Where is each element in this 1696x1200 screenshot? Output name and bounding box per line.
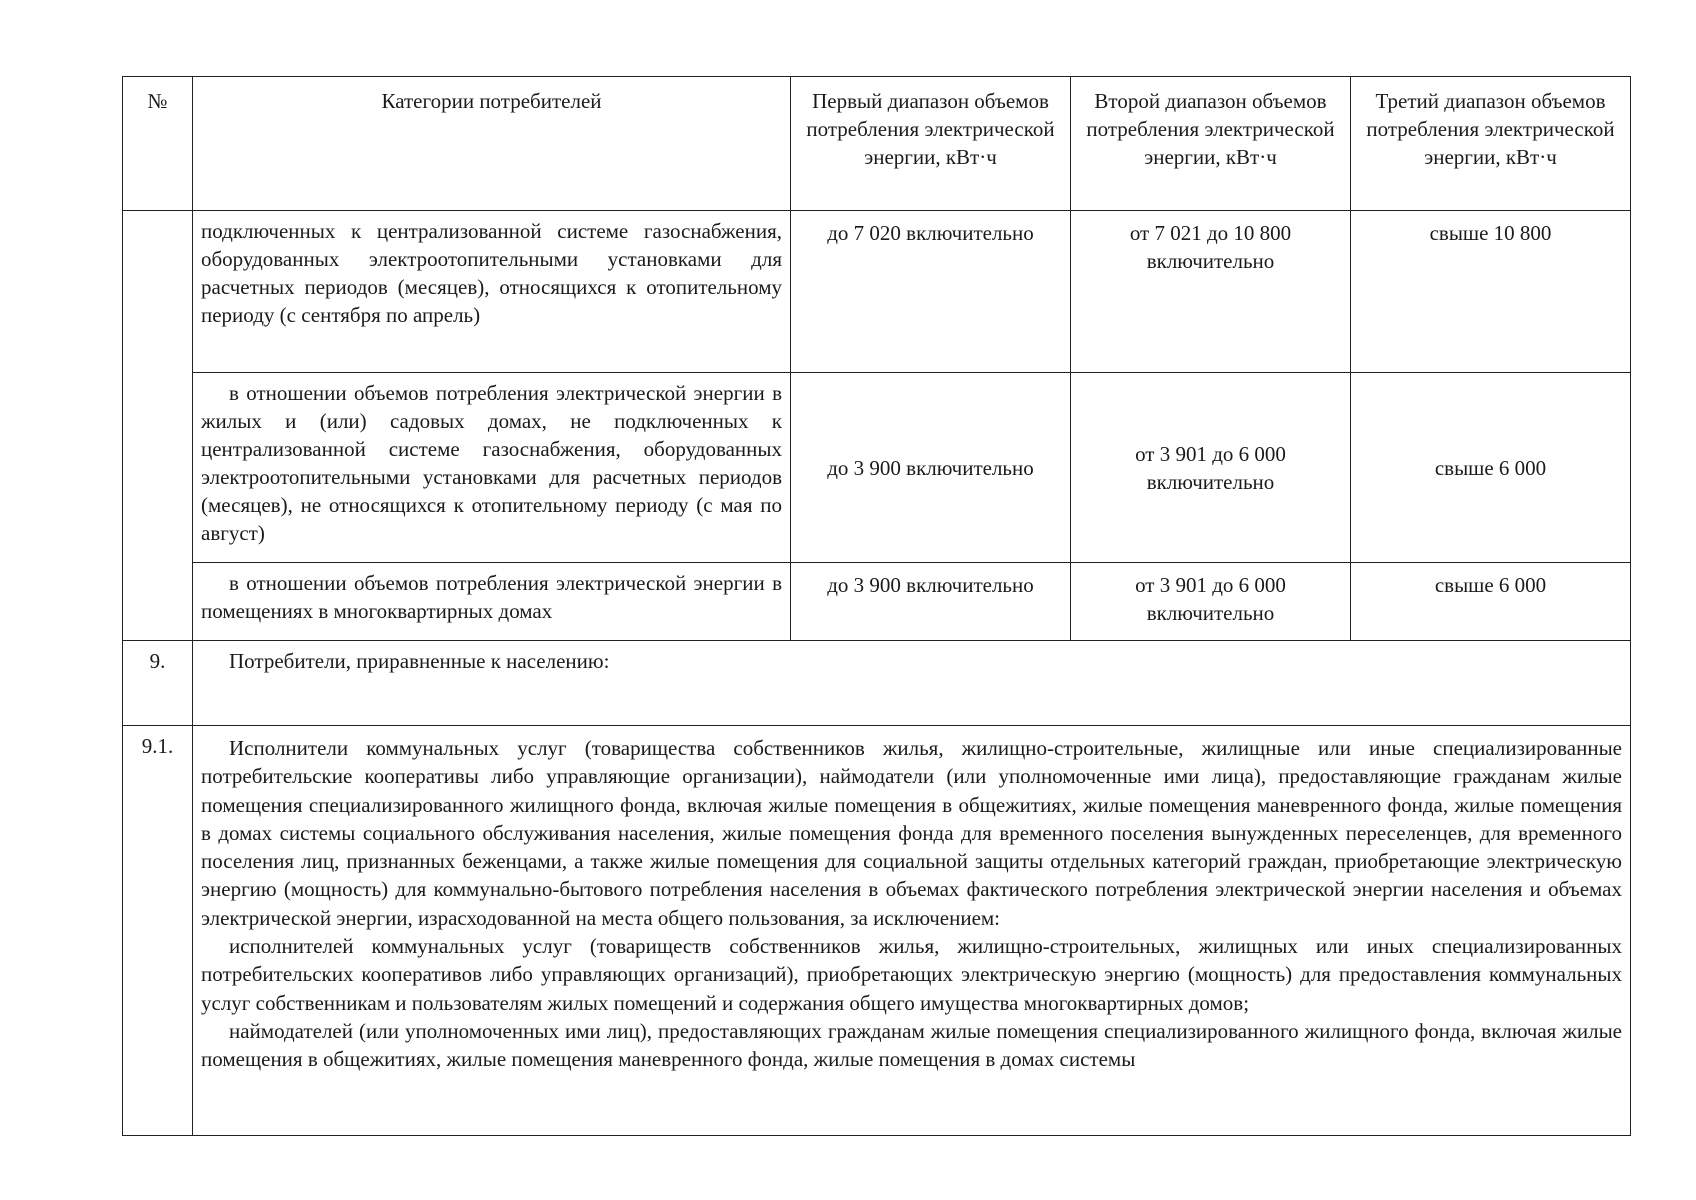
tariff-table xyxy=(122,76,1631,1136)
num-cell-empty xyxy=(123,211,193,641)
paragraph: Исполнители коммунальных услуг (товарищества собственников жилья, жилищно-строительные, жилищные или иные специализированные потребительские кооперативы либо управляющие организации), наймодатели (или уполномоченные ими лица), предоставляющие гражданам жилые помещения специализированного жилищного фонда, включая жилые помещения в общежитиях, жилые помещения маневренного фонда, жилые помещения в домах системы социального обслуживания населения, жилые помещения фонда для временного поселения вынужденных переселенцев, для временного поселения лиц, признанных беженцами, а также жилые помещения для социальной защиты отдельных категорий граждан, приобретающие электрическую энергию (мощность) для коммунально-бытового потребления населения в объемах фактического потребления электрической энергии населения и объемах электрической энергии, израсходованной на места общего пользования, за исключением: xyxy=(201,736,1622,930)
header-first-range: Первый диапазон объемов потребления электрической энергии, кВт·ч xyxy=(791,77,1071,211)
category-cell xyxy=(193,373,791,563)
category-text: в отношении объемов потребления электрической энергии в жилых и (или) садовых домах, не подключенных к централизованной системе газоснабжения, оборудованных электроотопительными установками для расчетных периодов (месяцев), не относящихся к отопительному периоду (с мая по август) xyxy=(201,381,782,545)
third-range-cell: свыше 10 800 xyxy=(1351,211,1631,373)
third-range-cell: свыше 6 000 xyxy=(1351,563,1631,641)
header-category: Категории потребителей xyxy=(193,77,791,211)
third-range-cell: свыше 6 000 xyxy=(1351,373,1631,563)
header-third-range: Третий диапазон объемов потребления электрической энергии, кВт·ч xyxy=(1351,77,1631,211)
header-second-range: Второй диапазон объемов потребления электрической энергии, кВт·ч xyxy=(1071,77,1351,211)
first-range-cell: до 3 900 включительно xyxy=(791,563,1071,641)
header-num: № xyxy=(123,77,193,211)
table-row xyxy=(123,563,1631,641)
first-range-cell: до 7 020 включительно xyxy=(791,211,1071,373)
header-row xyxy=(123,77,1631,211)
row-9-text: Потребители, приравненные к населению: xyxy=(229,649,610,673)
second-range-cell: от 7 021 до 10 800 включительно xyxy=(1071,211,1351,373)
category-cell xyxy=(193,211,791,373)
row-9-1-text-cell xyxy=(193,726,1631,1136)
second-range-cell: от 3 901 до 6 000 включительно xyxy=(1071,563,1351,641)
second-range-cell: от 3 901 до 6 000 включительно xyxy=(1071,373,1351,563)
category-cell xyxy=(193,563,791,641)
category-text: подключенных к централизованной системе газоснабжения, оборудованных электроотопительными установками для расчетных периодов (месяцев), относящихся к отопительному периоду (с сентября по апрель) xyxy=(201,219,782,327)
table-row xyxy=(123,373,1631,563)
paragraph: исполнителей коммунальных услуг (товариществ собственников жилья, жилищно-строительных, жилищных или иных специализированных потребительских кооперативов либо управляющих организаций), приобретающих электрическую энергию (мощность) для предоставления коммунальных услуг собственникам и пользователям жилых помещений и содержания общего имущества многоквартирных домов; xyxy=(201,934,1622,1015)
table-row-9 xyxy=(123,641,1631,726)
row-number: 9.1. xyxy=(123,726,193,1136)
category-text: в отношении объемов потребления электрической энергии в помещениях в многоквартирных домах xyxy=(201,571,782,623)
first-range-cell: до 3 900 включительно xyxy=(791,373,1071,563)
table-row-9-1 xyxy=(123,726,1631,1136)
row-number: 9. xyxy=(123,641,193,726)
row-9-text-cell xyxy=(193,641,1631,726)
paragraph: наймодателей (или уполномоченных ими лиц), предоставляющих гражданам жилые помещения специализированного жилищного фонда, включая жилые помещения в общежитиях, жилые помещения маневренного фонда, жилые помещения в домах системы xyxy=(201,1018,1622,1072)
table-row xyxy=(123,211,1631,373)
